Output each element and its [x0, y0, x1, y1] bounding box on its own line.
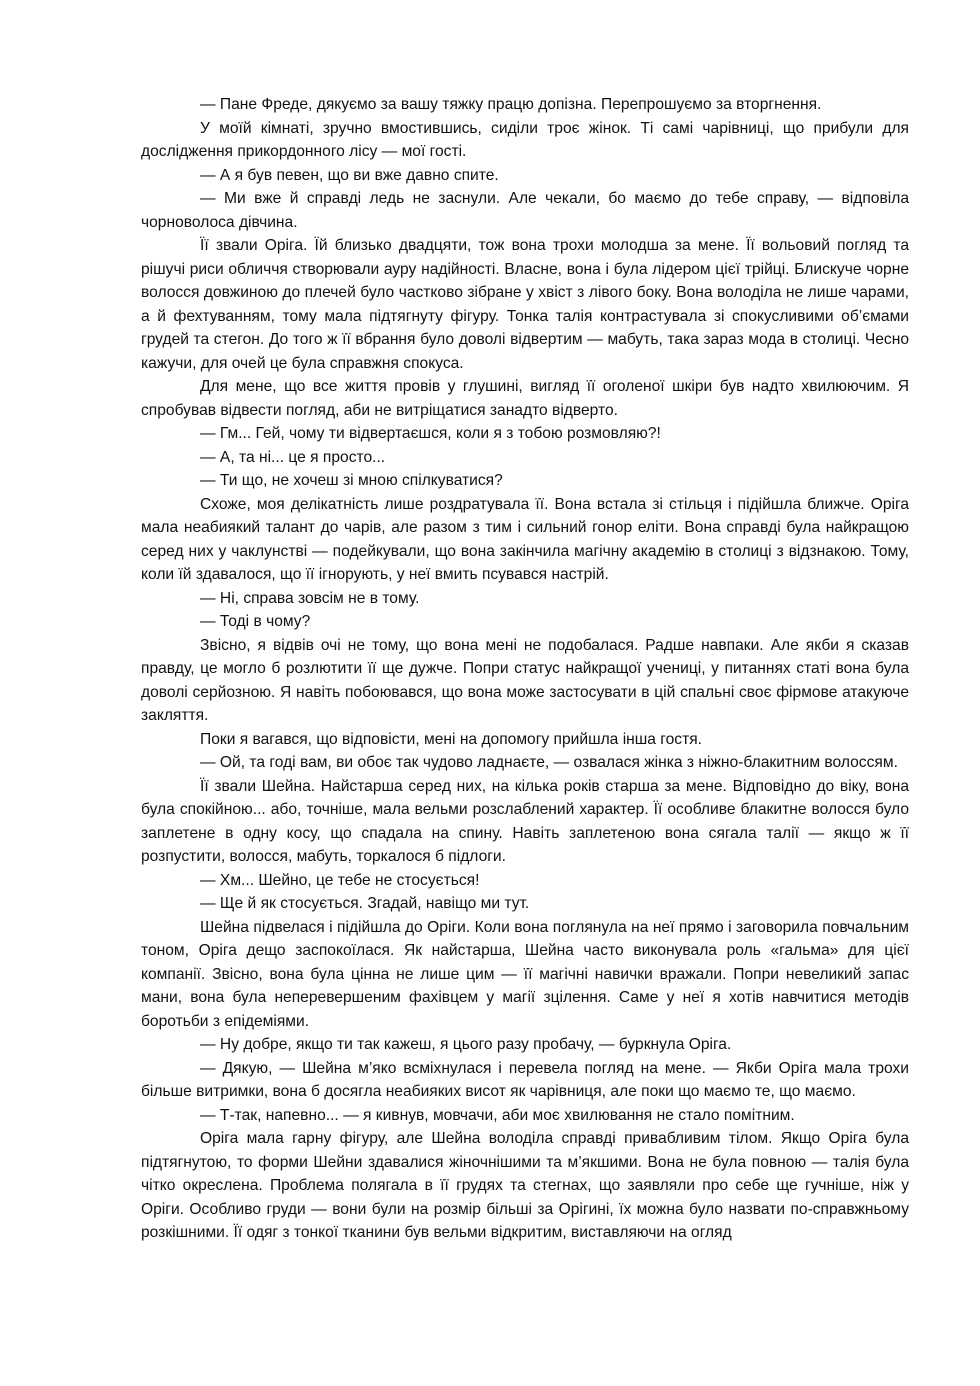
paragraph: — Тоді в чому? — [200, 613, 311, 630]
paragraph: — Дякую, — Шейна м’яко всміхнулася і перевела погляд на мене. — Якби Оріга мала трохи більше витримки, вона б досягла неабияких висот як чарівниця, але поки що маємо те, що маємо. — [141, 1059, 909, 1100]
paragraph: Поки я вагався, що відповісти, мені на допомогу прийшла інша гостя. — [200, 730, 703, 748]
paragraph: — Ну добре, якщо ти так кажеш, я цього разу пробачу, — буркнула Оріга. — [200, 1036, 732, 1053]
paragraph: — Т-так, напевно... — я кивнув, мовчачи, аби моє хвилювання не стало помітним. — [200, 1106, 795, 1124]
paragraph: Її звали Шейна. Найстарша серед них, на кілька років старша за мене. Відповідно до віку, вона була спокійною... або, точніше, мала вельми розслаблений характер. Її особливе блакитне волосся було заплетене в одну косу, що спадала на спину. Навіть заплетеною вона сягала талії — якщо ж її розпустити, волосся, мабуть, торкалося б підлоги. — [141, 777, 909, 865]
paragraph: — Ні, справа зовсім не в тому. — [200, 589, 420, 607]
paragraph: У моїй кімнаті, зручно вмостившись, сиділи троє жінок. Ті самі чарівниці, що прибули для дослідження прикордонного лісу — мої гості. — [141, 119, 909, 160]
paragraph: — А я був певен, що ви вже давно спите. — [200, 166, 499, 184]
paragraph: Шейна підвелася і підійшла до Оріги. Коли вона поглянула на неї прямо і заговорила повчальним тоном, Оріга дещо заспокоїлася. Як найстарша, Шейна часто виконувала роль «гальма» для цієї компанії. Звісно, вона була цінна не лише цим — її магічні навички вражали. Попри невеликий запас мани, вона була неперевершеним фахівцем у магії зцілення. Саме у неї я хотів навчитися методів боротьби з епідеміями. — [141, 918, 909, 1030]
paragraph: — Гм... Гей, чому ти відвертаєшся, коли я з тобою розмовляю?! — [200, 425, 661, 442]
paragraph: Звісно, я відвів очі не тому, що вона мені не подобалася. Радше навпаки. Але якби я сказав правду, це могло б розлютити її ще дужче. Попри статус найкращої учениці, у питаннях статі вона була доволі серйозною. Я навіть побоювався, що вона може застосувати в цій спальні своє фірмове атакуюче закляття. — [141, 636, 909, 724]
paragraph: Схоже, моя делікатність лише роздратувала її. Вона встала зі стільця і підійшла ближче. Оріга мала неабиякий талант до чарів, але разом з тим і сильний гонор еліти. Вона справді була найкращою серед них у чаклунстві — подейкували, що вона закінчила магічну академію в столиці з відзнакою. Тому, коли їй здавалося, що її ігнорують, у неї вмить псувався настрій. — [141, 495, 909, 583]
paragraph: Для мене, що все життя провів у глушині, вигляд її оголеної шкіри був надто хвилюючим. Я спробував відвести погляд, аби не витріщатися занадто відверто. — [141, 378, 909, 419]
paragraph: Її звали Оріга. Їй близько двадцяти, тож вона трохи молодша за мене. Її вольовий погляд та рішучі риси обличчя створювали ауру надійності. Власне, вона і була лідером цієї трійці. Блискуче чорне волосся довжиною до плечей було частково зібране у хвіст з лівого боку. Вона володіла не лише чарами, а й фехтуванням, тому мала підтягнуту фігуру. Тонка талія контрастувала зі спокусливими об’ємами грудей та стегон. До того ж її вбрання було доволі відвертим — мабуть, така зараз мода в столиці. Чесно кажучи, для очей це була справжня спокуса. — [141, 237, 909, 372]
paragraph: — Пане Фреде, дякуємо за вашу тяжку працю допізна. Перепрошуємо за вторгнення. — [200, 96, 822, 113]
paragraph: — Ще й як стосується. Згадай, навіщо ми тут. — [200, 895, 530, 912]
paragraph: — А, та ні... це я просто... — [200, 448, 386, 466]
paragraph: — Хм... Шейно, це тебе не стосується! — [200, 871, 480, 889]
paragraph: — Ти що, не хочеш зі мною спілкуватися? — [200, 472, 503, 489]
paragraph: — Ми вже й справді ледь не заснули. Але чекали, бо маємо до тебе справу, — відповіла чорноволоса дівчина. — [141, 190, 909, 231]
paragraph: — Ой, та годі вам, ви обоє так чудово ладнаєте, — озвалася жінка з ніжно-блакитним волоссям. — [200, 754, 898, 771]
document-page — [141, 93, 909, 1245]
paragraph: Оріга мала гарну фігуру, але Шейна володіла справді привабливим тілом. Якщо Оріга була підтягнутою, то форми Шейни здавалися жіночнішими та м’якшими. Вона не була повною — талія була чітко окреслена. Проблема полягала в її грудях та стегнах, що заявляли про себе ще гучніше, ніж у Оріги. Особливо груди — вони були на розмір більші за Орігині, їх можна було назвати по-справжньому розкішними. Її одяг з тонкої тканини був вельми відкритим, виставляючи на огляд — [141, 1130, 909, 1241]
